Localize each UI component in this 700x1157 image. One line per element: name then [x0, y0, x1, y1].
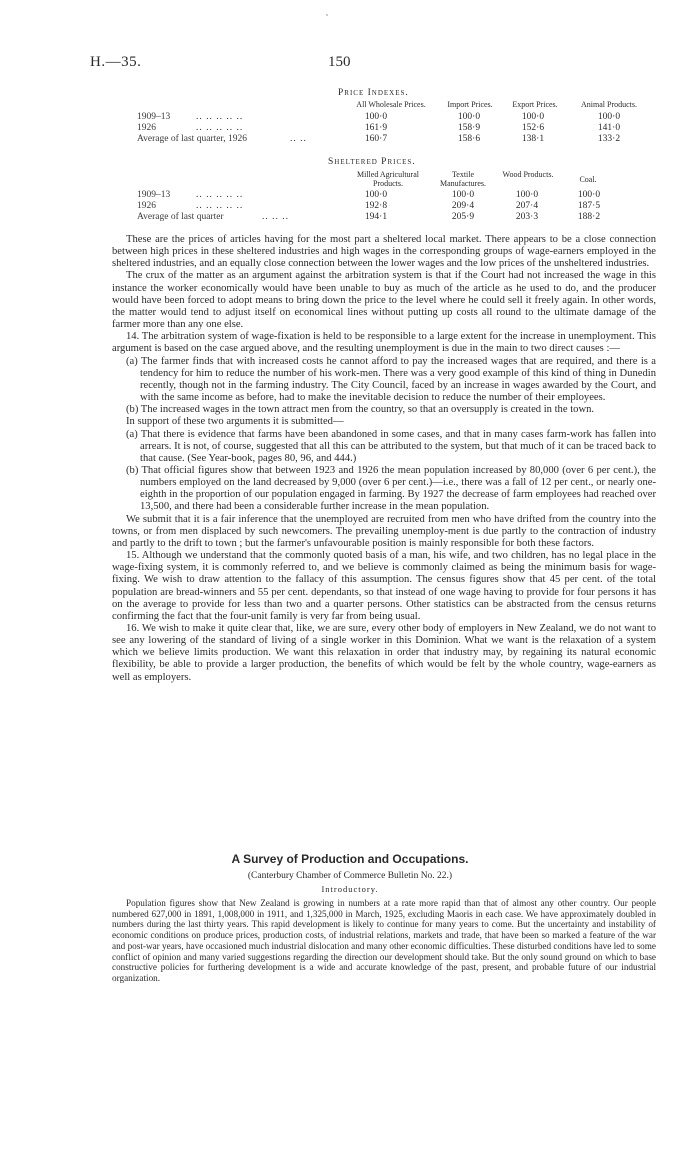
- price-col-header: Animal Products.: [581, 100, 637, 109]
- price-row-label: 1926: [137, 123, 156, 133]
- price-col-header: All Wholesale Prices.: [356, 100, 426, 109]
- sheltered-cell: 192·8: [364, 201, 388, 211]
- price-row-label: 1909–13: [137, 112, 171, 122]
- paragraph: We submit that it is a fair inference that the unemployed are recruited from men who have drifted from the country into the towns, or from men displaced by such newcomers. The prevailing unemploy-ment is due partly to the contraction of industry and partly to the drift to town ; but the farmer's unfavourable position is mainly responsible for both these factors.: [112, 513, 656, 549]
- body-text: [112, 234, 656, 684]
- list-item: (b) That official figures show that between 1923 and 1926 the mean population increased by 80,000 (over 6 per cent.), the numbers employed on the land decreased by 9,000 (over 6 per cent.)—i.e., there was a fall of 12 per cent., or nearly one-eighth in the proportion of our population engaged in farming. By 1927 the decrease of farm employees had reached over 13,500, and there had been a considerable further increase in the mean population.: [126, 464, 656, 513]
- sheltered-cell: 100·0: [577, 190, 601, 200]
- sheltered-row-label: 1926: [137, 201, 156, 211]
- sheltered-cell: 209·4: [451, 201, 475, 211]
- price-indexes-title: Price Indexes.: [338, 88, 409, 98]
- page-reference: H.—35.: [90, 54, 142, 70]
- price-cell: 152·6: [521, 123, 545, 133]
- price-row-leader: .. ..: [290, 134, 307, 144]
- sheltered-cell: 187·5: [577, 201, 601, 211]
- paragraph: In support of these two arguments it is submitted—: [126, 416, 344, 428]
- sheltered-row-label: 1909–13: [137, 190, 171, 200]
- price-col-header: Import Prices.: [447, 100, 493, 109]
- price-cell: 138·1: [521, 134, 545, 144]
- price-col-header: Export Prices.: [512, 100, 558, 109]
- price-cell: 133·2: [597, 134, 621, 144]
- sheltered-cell: 100·0: [364, 190, 388, 200]
- section-subtitle: (Canterbury Chamber of Commerce Bulletin No. 22.): [247, 871, 453, 881]
- price-cell: 141·0: [597, 123, 621, 133]
- sheltered-col-header: Milled Agricultural Products.: [357, 170, 419, 188]
- page-number: 150: [328, 54, 351, 70]
- sheltered-cell: 188·2: [577, 212, 601, 222]
- price-cell: 100·0: [597, 112, 621, 122]
- paragraph: 15. Although we understand that the commonly quoted basis of a man, his wife, and two children, has no legal place in the wage-fixing system, it is commonly referred to, and we believe is commonly claimed as being the minimum basis for wage-fixing. We wish to draw attention to the fallacy of this assumption. The census figures show that 45 per cent. of the total population are bread-winners and 55 per cent. dependants, so that instead of one wage having to provide for four persons it has on the average to provide for less than two and a quarter persons. Other statistics can be abstracted from the census returns confirming the fact that the four-unit family is very far from being usual.: [112, 550, 656, 622]
- list-item: (b) The increased wages in the town attract men from the country, so that an oversupply is created in the town.: [126, 404, 595, 416]
- price-row-leader: .. .. .. .. ..: [196, 112, 244, 122]
- paragraph: 16. We wish to make it quite clear that, like, we are sure, every other body of employers in New Zealand, we do not want to see any lowering of the standard of living of a single worker in this Dominion. What we want is the relaxation of a system which we believe limits production. We want this relaxation in order that industry may, by regaining its natural economic flexibility, be able to provide a larger production, the benefits of which would be felt by the whole country, wage-earners as well as employers.: [112, 623, 656, 683]
- list-item: (a) The farmer finds that with increased costs he cannot afford to pay the increased wages that are required, and there is a tendency for him to reduce the number of his work-men. There was a very good example of this kind of thing in Dunedin recently, though not in the farming industry. The City Council, faced by an increase in wages awarded by the Court, and with the same income as before, had to make the inevitable decision to reduce the number of their employees.: [126, 355, 656, 404]
- price-cell: 100·0: [521, 112, 545, 122]
- paragraph: 14. The arbitration system of wage-fixation is held to be responsible to a large extent for the increase in unemployment. This argument is based on the case argued above, and the resulting unemployment is due in the main to two direct causes :—: [112, 331, 656, 355]
- sheltered-col-header: Textile Manufactures.: [440, 170, 486, 188]
- sheltered-cell: 207·4: [515, 201, 539, 211]
- list-item: (a) That there is evidence that farms have been abandoned in some cases, and that in many cases farm-work has fallen into arrears. It is not, of course, suggested that all this can be attributed to the system, but that much of it can be traced back to that cause. (See Year-book, pages 80, 96, and 444.): [126, 428, 656, 464]
- price-row-label: Average of last quarter, 1926: [137, 134, 247, 144]
- price-cell: 100·0: [364, 112, 388, 122]
- sheltered-prices-title: Sheltered Prices.: [328, 157, 416, 167]
- paragraph: The crux of the matter as an argument against the arbitration system is that if the Court had not increased the wage in this instance the worker economically would have been unable to buy as much of the article as he used to do, and the producer would have been forced to adopt means to bring down the price to the level where he could sell it freely again. In other words, the matter would tend to adjust itself on economical lines without putting up costs all round to the ultimate damage of the farmer more than any one else.: [112, 270, 656, 331]
- paragraph: These are the prices of articles having for the most part a sheltered local market. There appears to be a close connection between high prices in these sheltered industries and high wages in the corresponding groups of wage-earners employed in the sheltered industries, and an equally close connection between the lower wages and the low prices of the unsheltered industries.: [112, 234, 656, 270]
- sheltered-row-leader: .. .. .. .. ..: [196, 201, 244, 211]
- sheltered-cell: 205·9: [451, 212, 475, 222]
- sheltered-cell: 100·0: [451, 190, 475, 200]
- price-cell: 158·6: [457, 134, 481, 144]
- sheltered-cell: 194·1: [364, 212, 388, 222]
- price-row-leader: .. .. .. .. ..: [196, 123, 244, 133]
- survey-text: [112, 898, 656, 984]
- scan-mark: [326, 14, 328, 16]
- paragraph: Population figures show that New Zealand is growing in numbers at a rate more rapid than that of almost any other country. Our people numbered 627,000 in 1891, 1,008,000 in 1911, and 1,325,000 in March, 1925, excluding Maoris in each case. We have approximately doubled in numbers during the last thirty years. This rapid development is likely to continue for many years to come. But the uncertainty and instability of economic conditions on produce prices, production costs, of industrial relations, markets and trade, that have been so marked a feature of the war and post-war years, have occasioned much industrial dislocation and many other economic difficulties. These disturbed conditions have led to some conflict of opinion and many varied suggestions regarding the direction our development should take. But the only sound ground on which to base constructive policies for furthering development is a wide and accurate knowledge of the past, present, and probable future of our industrial organization.: [112, 898, 656, 983]
- price-cell: 160·7: [364, 134, 388, 144]
- price-cell: 158·9: [457, 123, 481, 133]
- section-title: A Survey of Production and Occupations.: [231, 852, 469, 866]
- sheltered-row-label: Average of last quarter: [137, 212, 224, 222]
- sheltered-col-header: Wood Products.: [502, 170, 554, 179]
- sheltered-row-leader: .. .. .. .. ..: [196, 190, 244, 200]
- price-cell: 100·0: [457, 112, 481, 122]
- sheltered-col-header: Coal.: [579, 175, 597, 184]
- sheltered-row-leader: .. .. ..: [262, 212, 289, 222]
- sheltered-cell: 100·0: [515, 190, 539, 200]
- price-cell: 161·9: [364, 123, 388, 133]
- sheltered-cell: 203·3: [515, 212, 539, 222]
- section-heading: Introductory.: [321, 884, 379, 894]
